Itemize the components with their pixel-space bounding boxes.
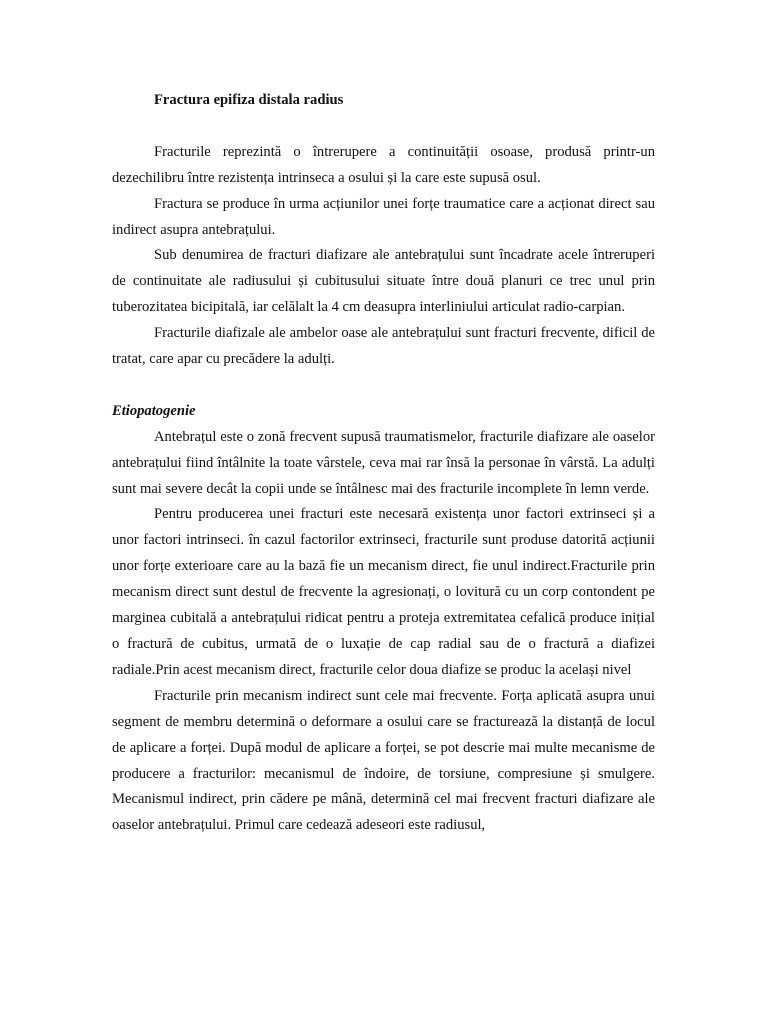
- section-paragraph-3: Fracturile prin mecanism indirect sunt cele mai frecvente. Forța aplicată asupra unui segment de membru determină o deformare a osului care se fracturează la distanță de locul de aplicare a forței. După modul de aplicare a forței, se pot descrie mai multe mecanisme de producere a fracturilor: mecanismul de îndoire, de torsiune, compresiune și smulgere. Mecanismul indirect, prin cădere pe mână, determină cel mai frecvent fracturi diafizare ale oaselor antebrațului. Primul care cedează adeseori este radiusul,: [112, 687, 655, 834]
- intro-paragraph-4: Fracturile diafizale ale ambelor oase ale antebrațului sunt fracturi frecvente, dificil de tratat, care apar cu precădere la adulți.: [112, 325, 655, 368]
- section-heading: Etiopatogenie: [112, 402, 196, 419]
- intro-paragraph-3: Sub denumirea de fracturi diafizare ale antebrațului sunt încadrate acele întreruperi de continuitate ale radiusului și cubitusului situate între două planuri ce trec unul prin tuberozitatea bicipitală, iar celălalt la 4 cm deasupra interliniului articulat radio-carpian.: [112, 247, 655, 316]
- spacer: [112, 114, 655, 140]
- spacer: [112, 373, 655, 399]
- section-paragraph-1: Antebrațul este o zonă frecvent supusă traumatismelor, fracturile diafizare ale oaselor antebrațului fiind întâlnite la toate vârstele, ceva mai rar însă la personae în vârstă. La adulți sunt mai severe decât la copii unde se întâlnesc mai des fracturile incomplete în lemn verde.: [112, 428, 655, 497]
- intro-paragraph-2: Fractura se produce în urma acțiunilor unei forțe traumatice care a acționat direct sau indirect asupra antebrațului.: [112, 195, 655, 238]
- document-body: [112, 88, 655, 839]
- document-title: Fractura epifiza distala radius: [154, 92, 344, 108]
- section-paragraph-2: Pentru producerea unei fracturi este necesară existența unor factori extrinseci și a unor factori intrinseci. în cazul factorilor extrinseci, fracturile sunt produse datorită acțiunii unor forțe exterioare care au la bază fie un mecanism direct, fie unul indirect.Fracturile prin mecanism direct sunt destul de frecvente la agresionați, o lovitură cu un corp contondent pe marginea cubitală a antebrațului ridicat pentru a proteja extremitatea cefalică produce inițial o fractură de cubitus, urmată de o luxație de cap radial sau de o fractură a diafizei radiale.Prin acest mecanism direct, fracturile celor doua diafize se produc la același nivel: [112, 506, 655, 678]
- intro-paragraph-1: Fracturile reprezintă o întrerupere a continuității osoase, produsă printr-un dezechilibru între rezistența intrinseca a osului și la care este supusă osul.: [112, 143, 655, 186]
